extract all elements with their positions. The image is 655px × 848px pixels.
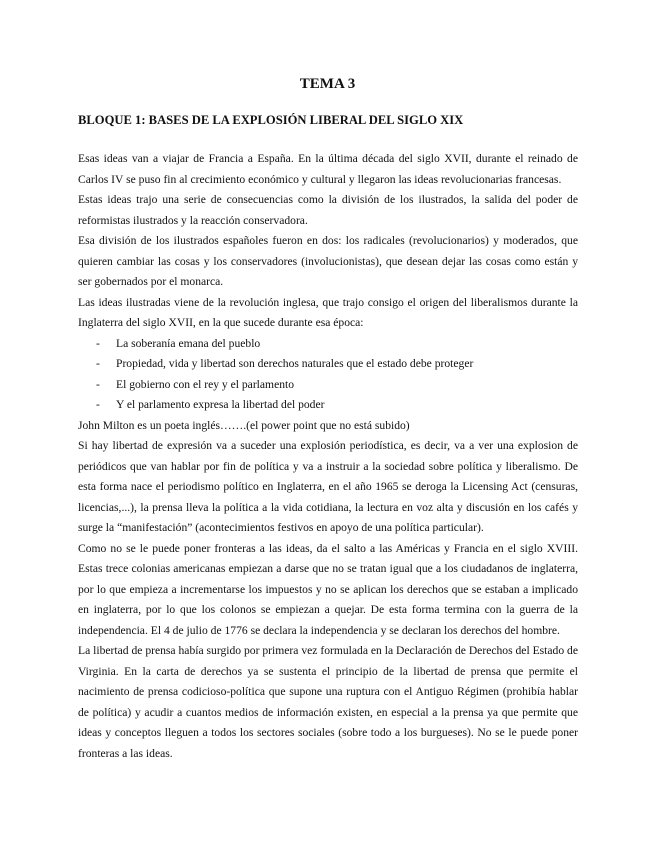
list-item-text: La soberanía emana del pueblo	[116, 336, 261, 350]
paragraph-6: Si hay libertad de expresión va a suceder una explosión periodística, es decir, va a ver una explosion de periódicos que van hablar por fin de política y va a instruir a la sociedad sobre política y liberalismo. De esta forma nace el periodismo político en Inglaterra, en el año 1965 se deroga la Licensing Act (censuras, licencias,...), la prensa lleva la política a la vida cotidiana, la lectura en voz alta y discusión en los cafés y surge la “manifestación” (acontecimientos festivos en apoyo de una política particular).	[78, 439, 578, 534]
list-item	[78, 375, 578, 396]
paragraph-1: Esas ideas van a viajar de Francia a España. En la última década del siglo XVII, durante el reinado de Carlos IV se puso fin al crecimiento económico y cultural y llegaron las ideas revolucionarias francesas.	[78, 152, 578, 186]
list-item	[78, 395, 578, 416]
paragraph-2: Estas ideas trajo una serie de consecuencias como la división de los ilustrados, la salida del poder de reformistas ilustrados y la reacción conservadora.	[78, 193, 578, 227]
paragraph-3: Esa división de los ilustrados españoles fueron en dos: los radicales (revolucionarios) y moderados, que quieren cambiar las cosas y los conservadores (involucionistas), que desean dejar las cosas como están y ser gobernados por el monarca.	[78, 234, 578, 288]
list-bullet: -	[96, 398, 100, 411]
paragraph-4: Las ideas ilustradas viene de la revolución inglesa, que trajo consigo el origen del liberalismos durante la Inglaterra del siglo XVII, en la que sucede durante esa época:	[78, 295, 578, 329]
list-item-text: Propiedad, vida y libertad son derechos naturales que el estado debe proteger	[116, 357, 474, 370]
list-item	[78, 334, 578, 355]
document-body	[78, 149, 578, 764]
bullet-list	[78, 334, 578, 416]
section-heading: BLOQUE 1: BASES DE LA EXPLOSIÓN LIBERAL DEL SIGLO XIX	[78, 113, 464, 127]
document-title: TEMA 3	[299, 76, 356, 92]
list-item	[78, 354, 578, 375]
list-bullet: -	[96, 336, 100, 350]
list-item-text: El gobierno con el rey y el parlamento	[116, 377, 295, 391]
list-item-text: Y el parlamento expresa la libertad del poder	[116, 398, 325, 411]
paragraph-7: Como no se le puede poner fronteras a las ideas, da el salto a las Américas y Francia en el siglo XVIII. Estas trece colonias americanas empiezan a darse que no se tratan igual que a los ciudadanos de inglaterra, por lo que empieza a incrementarse los impuestos y no se aplican los derechos que se estaban a implicado en inglaterra, por lo que los colonos se empiezan a quejar. De esta forma termina con la guerra de la independencia. El 4 de julio de 1776 se declara la independencia y se declaran los derechos del hombre.	[78, 541, 578, 637]
paragraph-5: John Milton es un poeta inglés…….(el power point que no está subido)	[78, 418, 410, 432]
paragraph-8: La libertad de prensa había surgido por primera vez formulada en la Declaración de Derechos del Estado de Virginia. En la carta de derechos ya se sustenta el principio de la libertad de prensa que permite el nacimiento de prensa codicioso-política que supone una ruptura con el Antiguo Régimen (prohibía hablar de política) y acudir a cuantos medios de información existen, en especial a la prensa ya que permite que ideas y conceptos lleguen a todos los sectores sociales (sobre todo a los burgueses). No se le puede poner fronteras a las ideas.	[78, 644, 578, 760]
list-bullet: -	[96, 377, 100, 391]
list-bullet: -	[96, 357, 100, 370]
